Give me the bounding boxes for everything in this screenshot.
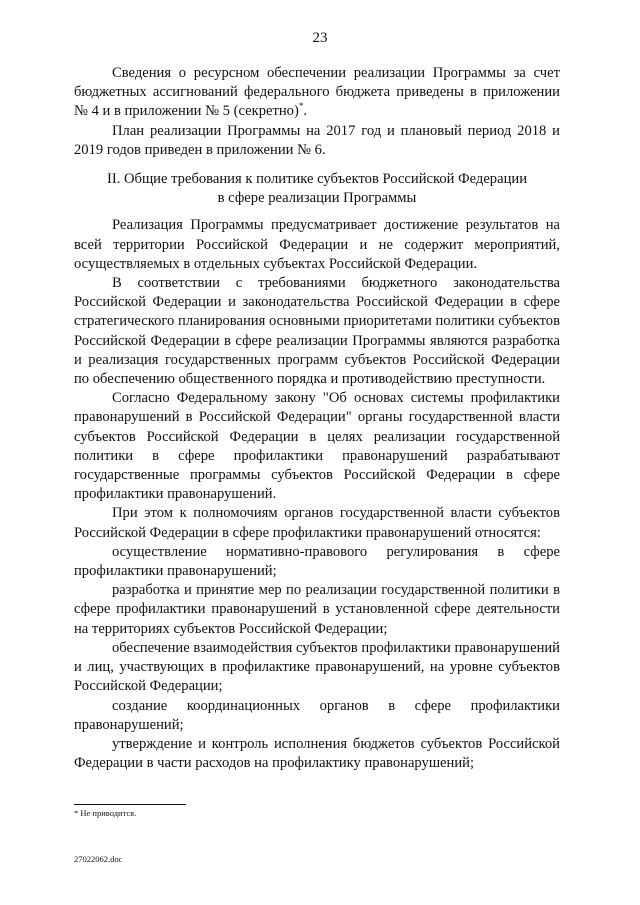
list-item-paragraph: создание координационных органов в сфере профилактики правонарушений;: [74, 697, 560, 733]
footnote-divider: [74, 804, 186, 805]
list-item-paragraph: обеспечение взаимодействия субъектов профилактики правонарушений и лиц, участвующих в профилактике правонарушений, на уровне субъектов Российской Федерации;: [74, 639, 560, 695]
paragraph: Реализация Программы предусматривает достижение результатов на всей территории Российской Федерации и не содержит мероприятий, осуществляемых в отдельных субъектах Российской Федерации.: [74, 217, 560, 272]
paragraph-text: Сведения о ресурсном обеспечении реализации Программы за счет бюджетных ассигнований федерального бюджета приведены в приложении № 4 и в приложении № 5 (секретно): [74, 65, 560, 120]
section-heading-line-2: в сфере реализации Программы: [217, 190, 417, 207]
page-number: 23: [312, 30, 328, 46]
paragraph-tail: .: [303, 103, 307, 120]
paragraph: При этом к полномочиям органов государственной власти субъектов Российской Федерации в сфере профилактики правонарушений относятся:: [74, 505, 560, 541]
document-body: [74, 64, 560, 773]
paragraph: В соответствии с требованиями бюджетного законодательства Российской Федерации и законодательства Российской Федерации в сфере стратегического планирования основными приоритетами политики субъектов Российской Федерации в сфере реализации Программы являются разработка и реализация государственных программ субъектов Российской Федерации по обеспечению общественного порядка и противодействию преступности.: [74, 275, 560, 388]
paragraph-resource-provision: [74, 64, 560, 122]
section-heading-line-1: II. Общие требования к политике субъектов Российской Федерации: [106, 171, 528, 188]
list-item-paragraph: разработка и принятие мер по реализации государственной политики в сфере профилактики правонарушений в установленной сфере деятельности на территориях субъектов Российской Федерации;: [74, 582, 560, 637]
footnote-marker: *: [298, 101, 304, 112]
paragraph-implementation-plan: План реализации Программы на 2017 год и плановый период 2018 и 2019 годов приведен в приложении № 6.: [74, 122, 560, 158]
section-heading: [74, 170, 560, 208]
document-filename: 27022062.doc: [74, 854, 123, 864]
list-item-paragraph: осуществление нормативно-правового регулирования в сфере профилактики правонарушений;: [74, 543, 560, 580]
footnote: * Не приводится.: [74, 808, 137, 818]
paragraph: Согласно Федеральному закону "Об основах системы профилактики правонарушений в Российской Федерации" органы государственной власти субъектов Российской Федерации в целях реализации государственной политики в сфере профилактики правонарушений разрабатывают государственные программы субъектов Российской Федерации в сфере профилактики правонарушений.: [74, 390, 560, 503]
list-item-paragraph: утверждение и контроль исполнения бюджетов субъектов Российской Федерации в части расходов на профилактику правонарушений;: [74, 735, 560, 772]
